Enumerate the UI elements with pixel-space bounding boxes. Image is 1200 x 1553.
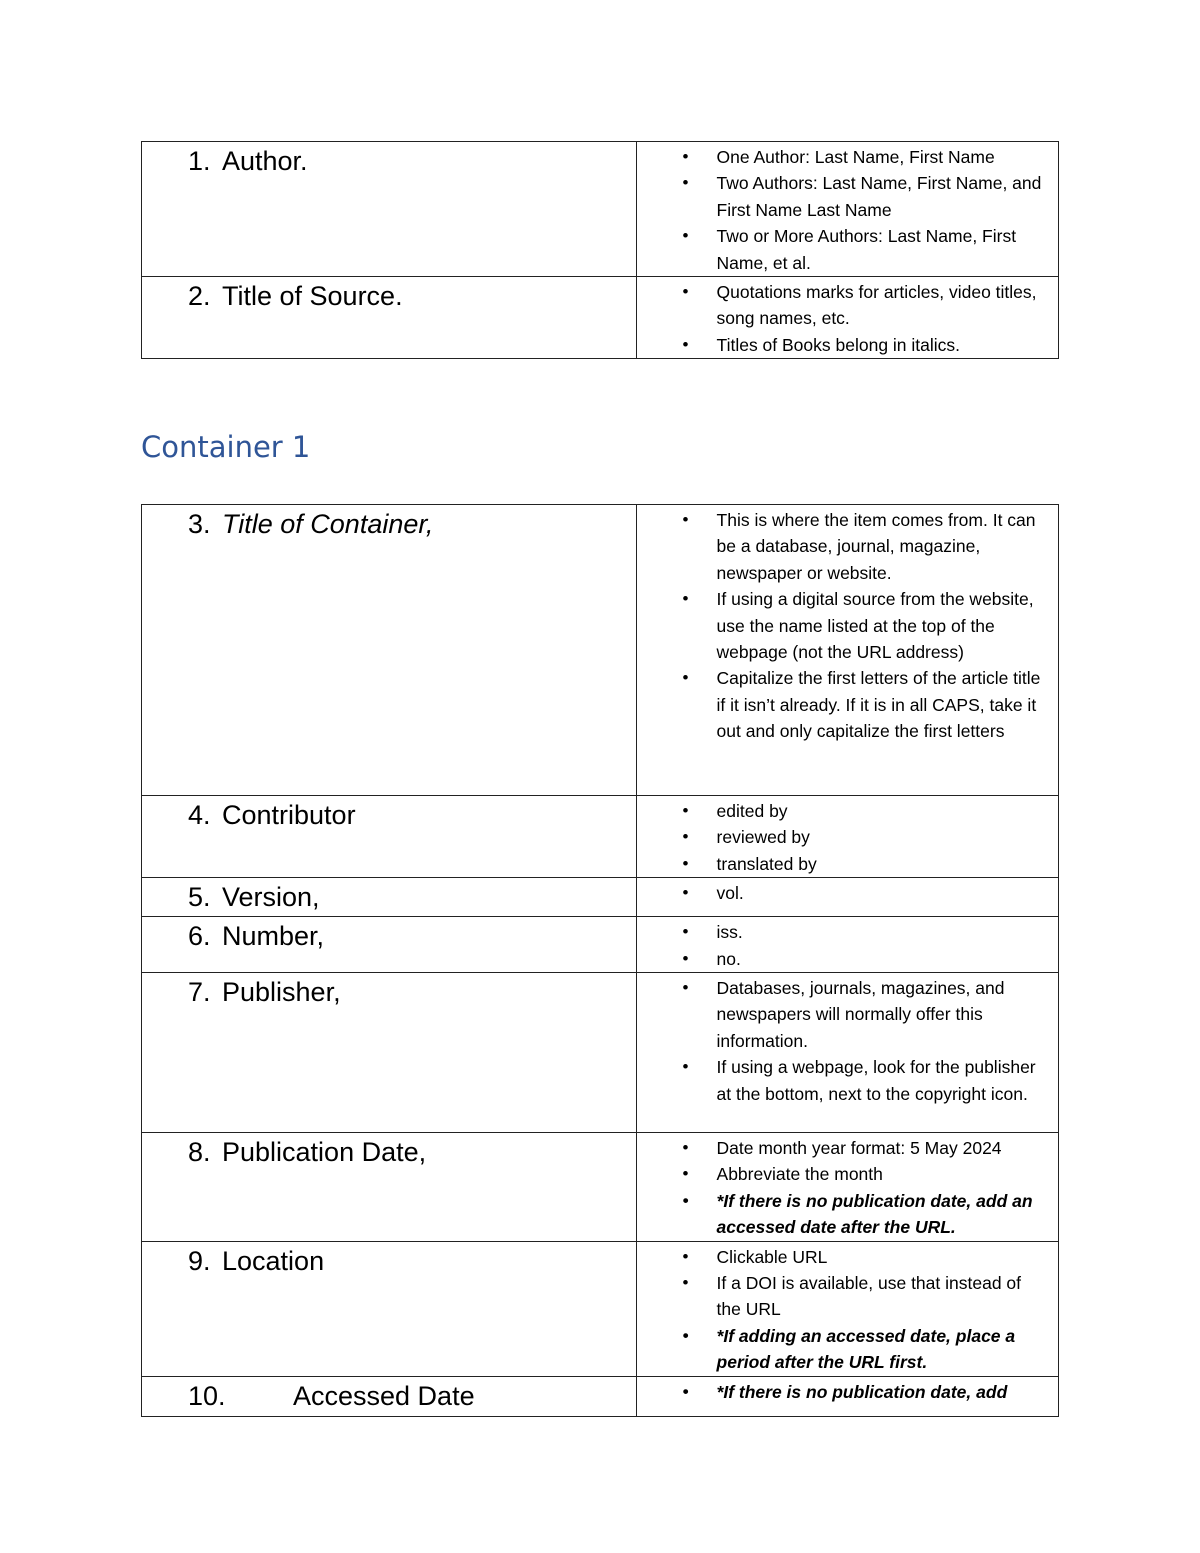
list-item: • If a DOI is available, use that instead of the URL <box>717 1270 1050 1323</box>
notes-cell <box>636 1241 1058 1376</box>
list-item: • iss. <box>717 919 1050 945</box>
notes-cell <box>636 142 1058 277</box>
field-number: 1. <box>188 146 211 176</box>
field-cell <box>142 277 637 359</box>
field-label <box>142 277 636 311</box>
field-name: Author. <box>222 146 308 176</box>
table-body <box>142 142 1059 359</box>
field-name: Title of Container, <box>222 509 434 539</box>
field-cell <box>142 505 637 796</box>
field-name: Version, <box>222 882 320 913</box>
field-cell <box>142 973 637 1133</box>
notes-cell <box>636 917 1058 973</box>
list-item: • Databases, journals, magazines, and newspapers will normally offer this information. <box>717 975 1050 1054</box>
field-number: 2. <box>188 281 211 312</box>
field-label <box>142 142 636 176</box>
list-item: • Two Authors: Last Name, First Name, and First Name Last Name <box>717 170 1050 223</box>
field-cell <box>142 1133 637 1242</box>
field-label <box>142 1133 636 1167</box>
table-body <box>142 505 1059 1417</box>
notes-list <box>637 1242 1058 1376</box>
field-label <box>142 878 636 912</box>
notes-cell <box>636 796 1058 878</box>
table-row <box>142 505 1059 796</box>
list-item: • If using a digital source from the website, use the name listed at the top of the webpage (not the URL address) <box>717 586 1050 665</box>
table-row <box>142 917 1059 973</box>
notes-list <box>637 878 1058 906</box>
field-cell <box>142 1376 637 1416</box>
table-row <box>142 1241 1059 1376</box>
notes-cell <box>636 1133 1058 1242</box>
field-number: 8. <box>188 1137 211 1168</box>
table-row <box>142 1133 1059 1242</box>
field-number: 7. <box>188 977 211 1008</box>
list-item: • Abbreviate the month <box>717 1161 1050 1187</box>
list-item: • *If there is no publication date, add <box>717 1379 1050 1405</box>
field-name: Accessed Date <box>293 1380 475 1411</box>
field-label <box>142 917 636 951</box>
table-row <box>142 973 1059 1133</box>
field-cell <box>142 878 637 917</box>
list-item: • Date month year format: 5 May 2024 <box>717 1135 1050 1161</box>
field-name: Contributor <box>222 800 356 830</box>
field-name: Publication Date, <box>222 1137 427 1168</box>
field-number: 3. <box>188 509 211 539</box>
list-item: • no. <box>717 946 1050 972</box>
notes-list <box>637 277 1058 358</box>
field-label <box>142 973 636 1007</box>
table-row <box>142 277 1059 359</box>
list-item: • Capitalize the first letters of the article title if it isn’t already. If it is in all CAPS, take it out and only capitalize the first letters <box>717 665 1050 744</box>
list-item: • Clickable URL <box>717 1244 1050 1270</box>
notes-list <box>637 505 1058 745</box>
list-item: • Quotations marks for articles, video titles, song names, etc. <box>717 279 1050 332</box>
notes-list <box>637 973 1058 1107</box>
field-cell <box>142 142 637 277</box>
notes-list <box>637 1133 1058 1241</box>
notes-cell <box>636 505 1058 796</box>
field-number: 6. <box>188 921 211 952</box>
list-item: • reviewed by <box>717 824 1050 850</box>
field-name: Publisher, <box>222 977 341 1008</box>
notes-cell <box>636 878 1058 917</box>
field-number: 4. <box>188 800 211 830</box>
notes-cell <box>636 277 1058 359</box>
list-item: • Two or More Authors: Last Name, First Name, et al. <box>717 223 1050 276</box>
notes-list <box>637 917 1058 972</box>
field-label <box>142 505 636 539</box>
section-heading: Container 1 <box>141 430 311 464</box>
list-item: • translated by <box>717 851 1050 877</box>
list-item: • *If there is no publication date, add an accessed date after the URL. <box>717 1188 1050 1241</box>
table-row <box>142 878 1059 917</box>
container-elements-table <box>141 504 1059 1417</box>
list-item: • One Author: Last Name, First Name <box>717 144 1050 170</box>
list-item: • This is where the item comes from. It can be a database, journal, magazine, newspaper or website. <box>717 507 1050 586</box>
field-number: 5. <box>188 882 211 913</box>
table-row <box>142 796 1059 878</box>
field-number: 10. <box>188 1380 226 1411</box>
citation-elements-table <box>141 141 1059 359</box>
notes-cell <box>636 1376 1058 1416</box>
list-item: • vol. <box>717 880 1050 906</box>
field-cell <box>142 1241 637 1376</box>
list-item: • If using a webpage, look for the publisher at the bottom, next to the copyright icon. <box>717 1054 1050 1107</box>
notes-list <box>637 1377 1058 1405</box>
field-cell <box>142 917 637 973</box>
notes-list <box>637 142 1058 276</box>
field-label <box>142 796 636 830</box>
field-name: Location <box>222 1245 325 1276</box>
list-item: • *If adding an accessed date, place a period after the URL first. <box>717 1323 1050 1376</box>
field-label <box>142 1242 636 1276</box>
list-item: • Titles of Books belong in italics. <box>717 332 1050 358</box>
notes-list <box>637 796 1058 877</box>
field-cell <box>142 796 637 878</box>
field-number: 9. <box>188 1245 211 1276</box>
list-item: • edited by <box>717 798 1050 824</box>
table-row <box>142 1376 1059 1416</box>
table-row <box>142 142 1059 277</box>
field-label <box>142 1377 636 1411</box>
notes-cell <box>636 973 1058 1133</box>
field-name: Title of Source. <box>222 281 403 312</box>
field-name: Number, <box>222 921 325 952</box>
